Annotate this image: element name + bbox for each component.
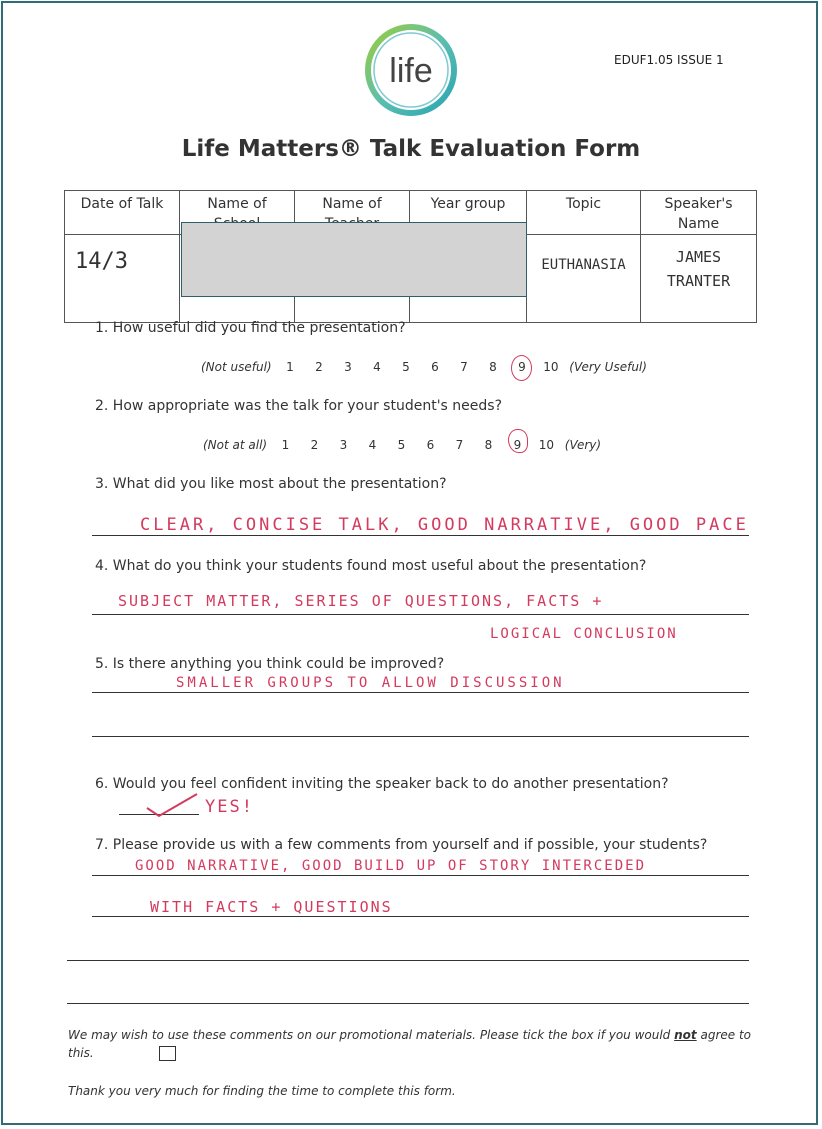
answer-line [92, 736, 749, 737]
scale-option: 8 [489, 360, 497, 374]
scale-option: 7 [455, 438, 464, 452]
scale-high-label: (Very) [564, 438, 602, 452]
scale-low-label: (Not at all) [203, 438, 268, 452]
scale-option: 4 [373, 360, 381, 374]
answer-3-line-1: CLEAR, CONCISE TALK, GOOD NARRATIVE, GOOD PACE [140, 515, 749, 535]
header-date: Date of Talk [65, 191, 180, 235]
scale-option: 4 [368, 438, 377, 452]
scale-option: 5 [397, 438, 406, 452]
header-year-group: Year group [410, 191, 527, 235]
answer-line [92, 875, 749, 876]
scale-option: 2 [315, 360, 323, 374]
answer-line [92, 535, 749, 536]
form-title: Life Matters® Talk Evaluation Form [181, 136, 641, 162]
scale-option: 10 [543, 360, 559, 374]
speaker-value [641, 235, 757, 323]
life-logo [361, 22, 461, 118]
logo-text: life [389, 52, 433, 90]
consent-text [68, 1028, 751, 1042]
redaction-box [181, 222, 527, 297]
scale-option: 3 [344, 360, 352, 374]
question-1: 1. How useful did you find the presentation? [95, 320, 406, 336]
consent-text-end: agree to [696, 1028, 752, 1042]
scale-option-9: 9 [518, 360, 526, 374]
opt-out-checkbox[interactable] [159, 1046, 176, 1061]
scale-low-label: (Not useful) [201, 360, 272, 374]
answer-line [92, 692, 749, 693]
answer-line [92, 916, 749, 917]
scale-option-9: 9 [513, 438, 522, 452]
answer-5-line-1: SMALLER GROUPS TO ALLOW DISCUSSION [176, 675, 565, 691]
header-speaker: Speaker's Name [641, 191, 757, 235]
scale-option: 5 [402, 360, 410, 374]
header-teacher: Name of [295, 191, 410, 235]
thank-you-note: Thank you very much for finding the time to complete this form. [68, 1084, 456, 1098]
scale-high-label: (Very Useful) [569, 360, 647, 374]
answer-line [67, 1003, 749, 1004]
answer-6: YES! [205, 797, 254, 817]
answer-line [67, 960, 749, 961]
scale-option-selected [507, 360, 536, 374]
consent-text-line-2: this. [68, 1046, 94, 1060]
consent-text-start: We may wish to use these comments on our promotional materials. Please tick the box if you would [68, 1028, 675, 1042]
rating-scale-2 [203, 438, 601, 452]
consent-emphasis: not [674, 1028, 697, 1042]
selection-circle [508, 429, 528, 453]
speaker-first-name: JAMES [675, 248, 722, 266]
question-3: 3. What did you like most about the presentation? [95, 476, 447, 492]
header-topic: Topic [527, 191, 641, 235]
answer-4-line-2: LOGICAL CONCLUSION [490, 626, 678, 642]
date-value: 14/3 [65, 235, 180, 323]
scale-option: 2 [310, 438, 319, 452]
speaker-last-name: TRANTER [666, 272, 731, 290]
topic-value: EUTHANASIA [527, 235, 641, 323]
scale-option: 6 [426, 438, 435, 452]
answer-line [92, 614, 749, 615]
answer-4-line-1: SUBJECT MATTER, SERIES OF QUESTIONS, FACTS + [118, 592, 604, 610]
question-5: 5. Is there anything you think could be improved? [95, 656, 445, 672]
scale-option: 1 [286, 360, 294, 374]
answer-7-line-1: GOOD NARRATIVE, GOOD BUILD UP OF STORY INTERCEDED [135, 858, 647, 874]
scale-option: 8 [484, 438, 493, 452]
scale-option: 3 [339, 438, 348, 452]
scale-option: 7 [460, 360, 468, 374]
question-7: 7. Please provide us with a few comments from yourself and if possible, your students? [95, 837, 708, 853]
tick-mark [145, 790, 205, 824]
scale-option-selected [503, 438, 532, 452]
question-6: 6. Would you feel confident inviting the speaker back to do another presentation? [95, 776, 669, 792]
document-reference: EDUF1.05 ISSUE 1 [614, 53, 724, 67]
question-2: 2. How appropriate was the talk for your student's needs? [95, 398, 502, 414]
answer-7-line-2: WITH FACTS + QUESTIONS [150, 898, 393, 916]
question-4: 4. What do you think your students found most useful about the presentation? [95, 558, 647, 574]
scale-option: 1 [281, 438, 290, 452]
header-school: Name of [180, 191, 295, 235]
scale-option: 10 [538, 438, 555, 452]
scale-option: 6 [431, 360, 439, 374]
rating-scale-1 [201, 360, 647, 374]
